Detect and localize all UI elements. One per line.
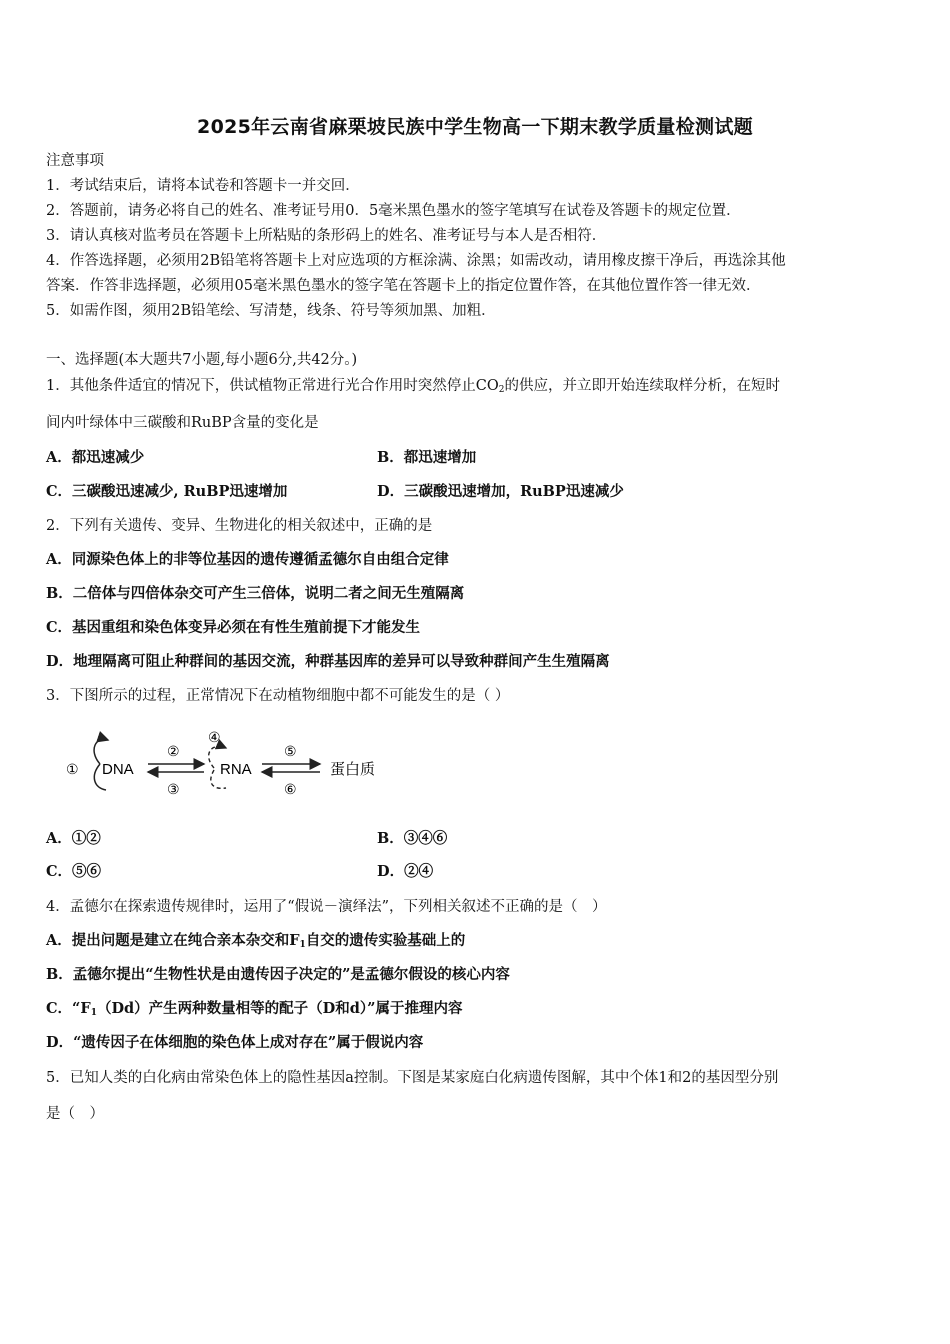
central-dogma-diagram: [62, 728, 402, 808]
q2-option-c[interactable]: C．基因重组和染色体变异必须在有性生殖前提下才能发生: [46, 619, 421, 636]
option-text: （Dd）产生两种数量相等的配子（D和d）”属于推理内容: [96, 1000, 463, 1017]
subscript: 2: [498, 385, 505, 395]
question-number: 2．: [46, 518, 70, 534]
q4-option-a[interactable]: [46, 931, 465, 955]
option-text: A．提出问题是建立在纯合亲本杂交和F: [46, 932, 300, 949]
notice-item: 1．考试结束后，请将本试卷和答题卡一并交回．: [46, 178, 360, 194]
notice-item: 2．答题前，请务必将自己的姓名、准考证号用0．5毫米黑色墨水的签字笔填写在试卷及答题卡的规定位置．: [46, 203, 741, 219]
q2-option-a[interactable]: A．同源染色体上的非等位基因的遗传遵循孟德尔自由组合定律: [46, 551, 449, 568]
q1-option-b[interactable]: B．都迅速增加: [377, 449, 477, 466]
question-text: 其他条件适宜的情况下，供试植物正常进行光合作用时突然停止CO: [69, 378, 499, 394]
q3-option-d[interactable]: D．②④: [377, 863, 434, 880]
option-text: 自交的遗传实验基础上的: [305, 932, 466, 949]
question-text: 下列有关遗传、变异、生物进化的相关叙述中，正确的是: [69, 518, 433, 534]
question-text: 的供应，并立即开始连续取样分析，在短时: [504, 378, 780, 394]
question-number: 4．: [46, 899, 70, 915]
q1-option-a[interactable]: A．都迅速减少: [46, 449, 145, 466]
q1-option-d[interactable]: D．三碳酸迅速增加，RuBP迅速减少: [377, 483, 624, 500]
page-title: 2025年云南省麻栗坡民族中学生物高一下期末教学质量检测试题: [197, 116, 753, 138]
question-text: 下图所示的过程，正常情况下在动植物细胞中都不可能发生的是（ ）: [69, 688, 510, 704]
rna-label: RNA: [220, 761, 252, 778]
option-text: C．“F: [46, 1000, 91, 1017]
subscript: 1: [299, 940, 306, 950]
label-circle-1: ①: [66, 762, 79, 778]
notice-item: 3．请认真核对监考员在答题卡上所粘贴的条形码上的姓名、准考证号与本人是否相符．: [46, 228, 607, 244]
question-1-stem-cont: 间内叶绿体中三碳酸和RuBP含量的变化是: [46, 415, 319, 431]
question-2-stem: [46, 516, 432, 536]
q4-option-c[interactable]: [46, 999, 462, 1023]
subscript: 1: [90, 1008, 97, 1018]
q2-option-b[interactable]: B．二倍体与四倍体杂交可产生三倍体，说明二者之间无生殖隔离: [46, 585, 465, 602]
dna-label: DNA: [102, 761, 134, 778]
question-5-stem-cont: 是（ ）: [46, 1106, 104, 1122]
notice-item: 答案．作答非选择题，必须用05毫米黑色墨水的签字笔在答题卡上的指定位置作答，在其他位置作答一律无效．: [46, 278, 761, 294]
protein-label: 蛋白质: [330, 760, 376, 778]
q3-option-c[interactable]: C．⑤⑥: [46, 863, 102, 880]
q2-option-d[interactable]: D．地理隔离可阻止种群间的基因交流，种群基因库的差异可以导致种群间产生生殖隔离: [46, 653, 610, 670]
q4-option-b[interactable]: B．孟德尔提出“生物性状是由遗传因子决定的”是孟德尔假设的核心内容: [46, 966, 510, 983]
question-text: 孟德尔在探索遗传规律时，运用了“假说－演绎法”，下列相关叙述不正确的是（ ）: [69, 899, 607, 915]
question-3-stem: [46, 686, 509, 706]
label-circle-5: ⑤: [284, 744, 297, 760]
q3-option-a[interactable]: A．①②: [46, 830, 101, 847]
question-number: 3．: [46, 688, 70, 704]
label-circle-2: ②: [167, 744, 180, 760]
notice-item: 5．如需作图，须用2B铅笔绘、写清楚，线条、符号等须加黑、加粗．: [46, 303, 496, 319]
q4-option-d[interactable]: D．“遗传因子在体细胞的染色体上成对存在”属于假说内容: [46, 1034, 424, 1051]
question-5-stem: [46, 1068, 778, 1088]
notice-item: 4．作答选择题，必须用2B铅笔将答题卡上对应选项的方框涂满、涂黑；如需改动，请用橡皮擦干净后，再选涂其他: [46, 253, 786, 269]
question-4-stem: [46, 897, 607, 917]
question-1-stem: [46, 376, 780, 400]
question-number: 5．: [46, 1070, 70, 1086]
label-circle-4: ④: [208, 730, 221, 746]
label-circle-6: ⑥: [284, 782, 297, 798]
q1-option-c[interactable]: C．三碳酸迅速减少, RuBP迅速增加: [46, 483, 288, 500]
section-heading: 一、选择题(本大题共7小题,每小题6分,共42分。): [46, 352, 358, 368]
question-number: 1．: [46, 378, 70, 394]
notice-heading: 注意事项: [46, 153, 104, 169]
label-circle-3: ③: [167, 782, 180, 798]
question-text: 已知人类的白化病由常染色体上的隐性基因a控制。下图是某家庭白化病遗传图解，其中个体1和2的基因型分别: [69, 1070, 779, 1086]
q3-option-b[interactable]: B．③④⑥: [377, 830, 448, 847]
